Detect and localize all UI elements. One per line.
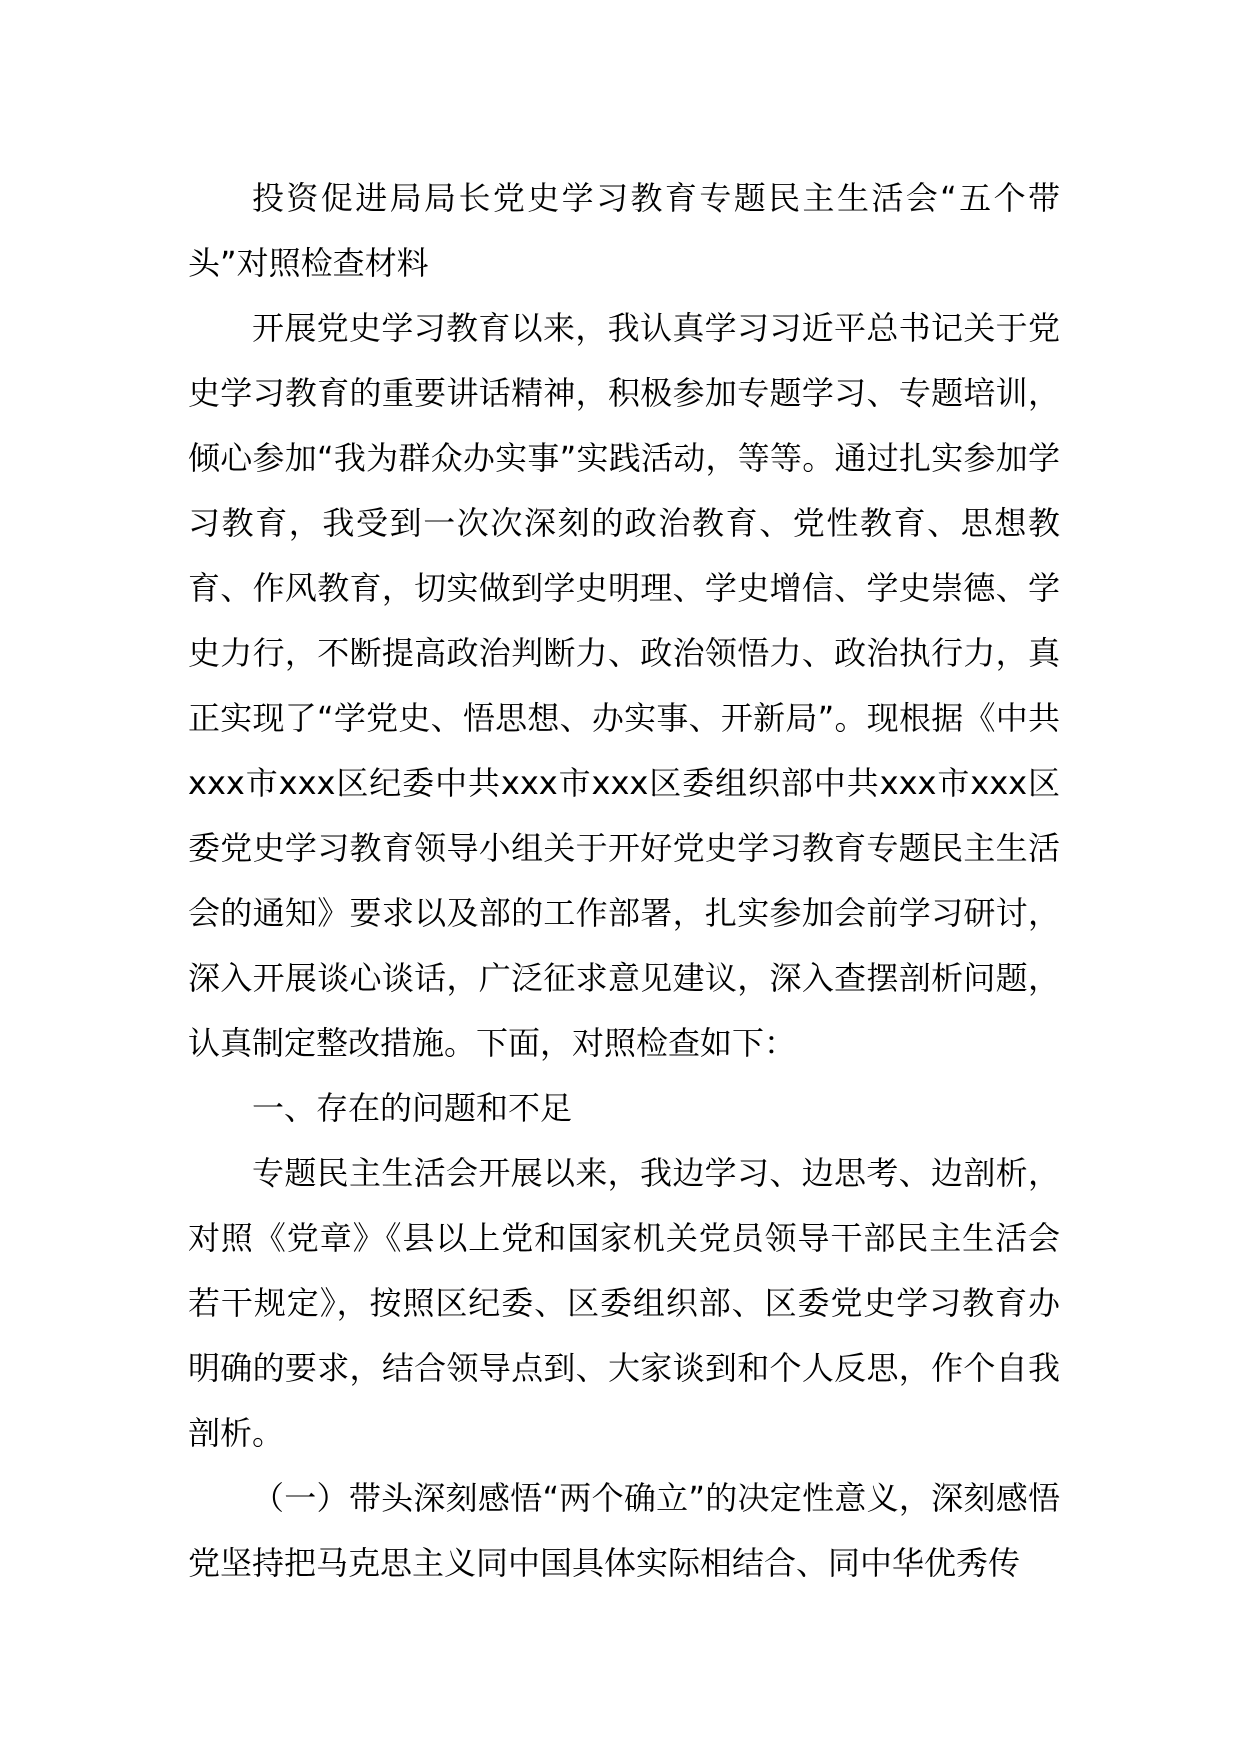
document-title: 投资促进局局长党史学习教育专题民主生活会“五个带头”对照检查材料 [188, 179, 1060, 282]
subsection-paragraph: （一）带头深刻感悟“两个确立”的决定性意义，深刻感悟党坚持把马克思主义同中国具体实际相结合、同中华优秀传 [188, 1479, 1060, 1582]
section-paragraph: 专题民主生活会开展以来，我边学习、边思考、边剖析，对照《党章》《县以上党和国家机关党员领导干部民主生活会若干规定》，按照区纪委、区委组织部、区委党史学习教育办明确的要求，结合领导点到、大家谈到和个人反思，作个自我剖析。 [188, 1154, 1060, 1452]
section-heading: 一、存在的问题和不足 [252, 1089, 573, 1127]
document-body [188, 166, 1060, 1596]
intro-paragraph: 开展党史学习教育以来，我认真学习习近平总书记关于党史学习教育的重要讲话精神，积极参加专题学习、专题培训，倾心参加“我为群众办实事”实践活动，等等。通过扎实参加学习教育，我受到一次次深刻的政治教育、党性教育、思想教育、作风教育，切实做到学史明理、学史增信、学史崇德、学史力行，不断提高政治判断力、政治领悟力、政治执行力，真正实现了“学党史、悟思想、办实事、开新局”。现根据《中共xxx市xxx区纪委中共xxx市xxx区委组织部中共xxx市xxx区委党史学习教育领导小组关于开好党史学习教育专题民主生活会的通知》要求以及部的工作部署，扎实参加会前学习研讨，深入开展谈心谈话，广泛征求意见建议，深入查摆剖析问题，认真制定整改措施。下面，对照检查如下： [188, 309, 1060, 1062]
